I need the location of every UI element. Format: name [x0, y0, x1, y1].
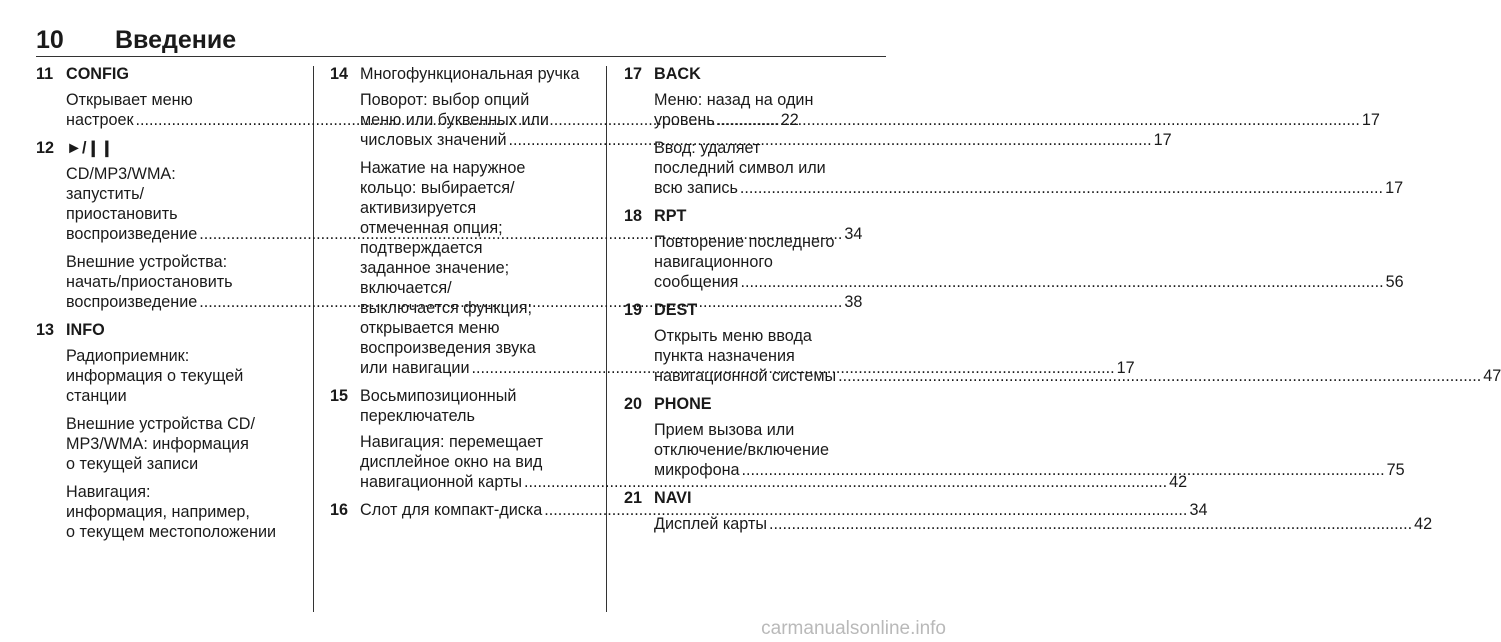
entry-description: [654, 232, 1404, 292]
description-line: Поворот: выбор опций: [360, 91, 530, 109]
page-reference: 38: [844, 293, 863, 311]
toc-leader-dots: [769, 514, 1412, 534]
entry-heading: [330, 500, 1208, 520]
page-reference: 47: [1483, 367, 1501, 385]
header-rule: [36, 56, 886, 57]
watermark: carmanualsonline.info: [761, 618, 946, 639]
entry-heading: [624, 394, 886, 414]
toc-line: [654, 178, 1404, 198]
description-line: Ввод: удаляет: [654, 139, 761, 157]
entry-heading: [624, 488, 886, 508]
entry-label-line: ►/❙❙: [66, 139, 114, 157]
control-entry: [330, 500, 1208, 520]
toc-leader-dots: [740, 272, 1383, 292]
entry-label: [360, 64, 592, 84]
toc-text: или навигации: [360, 359, 470, 377]
entry-description: [66, 482, 298, 542]
description-line: Радиоприемник:: [66, 347, 190, 365]
toc-line: [360, 472, 1188, 492]
entry-label-line: Восьмипозиционный: [360, 387, 517, 405]
description-line: Повторение последнего: [654, 233, 835, 251]
page-reference: 34: [1189, 501, 1208, 519]
toc-text: микрофона: [654, 461, 740, 479]
toc-text: Дисплей карты: [654, 515, 767, 533]
page-reference: 56: [1385, 273, 1404, 291]
entry-label: [654, 64, 886, 84]
toc-line: [654, 514, 1433, 534]
control-entry: [36, 320, 298, 542]
entry-label: [654, 394, 886, 414]
entry-label-line: переключатель: [360, 407, 475, 425]
entry-heading: [330, 64, 592, 84]
description-line: дисплейное окно на вид: [360, 453, 543, 471]
description-line: информация о текущей: [66, 367, 244, 385]
page-header: [36, 26, 886, 56]
entry-description: [66, 414, 298, 474]
entry-label-line: BACK: [654, 65, 701, 83]
description-line: Открыть меню ввода: [654, 327, 812, 345]
toc-text: навигационной карты: [360, 473, 523, 491]
toc-text: воспроизведение: [66, 225, 198, 243]
entry-number: 21: [624, 489, 643, 507]
description-line: воспроизведения звука: [360, 339, 536, 357]
description-line: открывается меню: [360, 319, 500, 337]
toc-text: воспроизведение: [66, 293, 198, 311]
toc-text: уровень: [654, 111, 715, 129]
description-line: выключается функция;: [360, 299, 533, 317]
entry-heading: [330, 386, 592, 426]
control-entry: [624, 206, 1404, 292]
description-line: станции: [66, 387, 127, 405]
control-entry: [624, 394, 1405, 480]
toc-line: [654, 110, 1380, 130]
description-line: приостановить: [66, 205, 178, 223]
column-divider: [313, 66, 314, 612]
description-line: Открывает меню: [66, 91, 193, 109]
description-line: заданное значение;: [360, 259, 510, 277]
description-line: активизируется: [360, 199, 477, 217]
description-line: Навигация:: [66, 483, 151, 501]
description-line: подтверждается: [360, 239, 483, 257]
entry-number: 14: [330, 65, 349, 83]
entry-description: [654, 514, 1433, 534]
description-line: Нажатие на наружное: [360, 159, 526, 177]
entry-heading: [624, 300, 886, 320]
description-line: пункта назначения: [654, 347, 795, 365]
description-line: MP3/WMA: информация: [66, 435, 249, 453]
entry-label-line: CONFIG: [66, 65, 129, 83]
page-reference: 34: [844, 225, 863, 243]
entry-description: [654, 420, 1405, 480]
entry-heading: [624, 206, 886, 226]
page-title: Введение: [115, 26, 237, 54]
entry-label-line: INFO: [66, 321, 105, 339]
entry-description: [66, 346, 298, 406]
entry-heading: [36, 64, 298, 84]
page-reference: 17: [1361, 111, 1380, 129]
toc-line: [654, 460, 1405, 480]
description-line: последний символ или: [654, 159, 826, 177]
entry-number: 20: [624, 395, 643, 413]
description-line: начать/приостановить: [66, 273, 233, 291]
entry-heading: [36, 138, 298, 158]
description-line: Внешние устройства CD/: [66, 415, 255, 433]
entry-number: 13: [36, 321, 55, 339]
toc-leader-dots: [740, 178, 1383, 198]
toc-text: навигационной системы: [654, 367, 837, 385]
description-line: отмеченная опция;: [360, 219, 503, 237]
description-line: информация, например,: [66, 503, 250, 521]
control-entry: [624, 64, 1404, 198]
toc-line: [654, 272, 1404, 292]
entry-label: [66, 320, 298, 340]
toc-text: сообщения: [654, 273, 739, 291]
entry-number: 11: [36, 65, 54, 83]
entry-label: [654, 206, 886, 226]
description-line: меню или буквенных или: [360, 111, 549, 129]
entry-number: 19: [624, 301, 643, 319]
description-line: Внешние устройства:: [66, 253, 228, 271]
description-line: о текущей записи: [66, 455, 199, 473]
description-line: включается/: [360, 279, 452, 297]
entry-label-line: RPT: [654, 207, 687, 225]
toc-text: числовых значений: [360, 131, 507, 149]
page-reference: 75: [1386, 461, 1405, 479]
toc-text: всю запись: [654, 179, 738, 197]
entry-description: [654, 138, 1404, 198]
entry-number: 18: [624, 207, 643, 225]
description-line: Навигация: перемещает: [360, 433, 544, 451]
page-reference: 22: [780, 111, 799, 129]
page-reference: 42: [1169, 473, 1188, 491]
toc-leader-dots: [838, 366, 1481, 386]
page-reference: 17: [1153, 131, 1172, 149]
page-reference: 17: [1385, 179, 1404, 197]
description-line: навигационного: [654, 253, 773, 271]
toc-leader-dots: [717, 110, 1360, 130]
page-reference: 42: [1414, 515, 1433, 533]
entry-heading: [624, 64, 886, 84]
description-line: запустить/: [66, 185, 144, 203]
toc-leader-dots: [742, 460, 1385, 480]
description-line: кольцо: выбирается/: [360, 179, 515, 197]
entry-label: [360, 386, 592, 426]
toc-text: Слот для компакт-диска: [360, 501, 543, 519]
page-reference: 17: [1116, 359, 1135, 377]
description-line: CD/MP3/WMA:: [66, 165, 176, 183]
page-number: 10: [36, 26, 64, 54]
entry-label-line: PHONE: [654, 395, 712, 413]
entry-label-line: Многофункциональная ручка: [360, 65, 580, 83]
entry-number: 16: [330, 501, 349, 519]
entry-description: [654, 90, 1380, 130]
description-line: о текущем местоположении: [66, 523, 277, 541]
toc-text: настроек: [66, 111, 134, 129]
entry-number: 12: [36, 139, 55, 157]
entry-label-line: NAVI: [654, 489, 692, 507]
entry-label: [654, 488, 886, 508]
description-line: отключение/включение: [654, 441, 829, 459]
entry-number: 17: [624, 65, 643, 83]
entry-heading: [36, 320, 298, 340]
entry-label-line: DEST: [654, 301, 698, 319]
entry-label: [66, 64, 298, 84]
description-line: Прием вызова или: [654, 421, 795, 439]
entry-label: [66, 138, 298, 158]
entry-number: 15: [330, 387, 349, 405]
description-line: Меню: назад на один: [654, 91, 814, 109]
entry-label: [654, 300, 886, 320]
